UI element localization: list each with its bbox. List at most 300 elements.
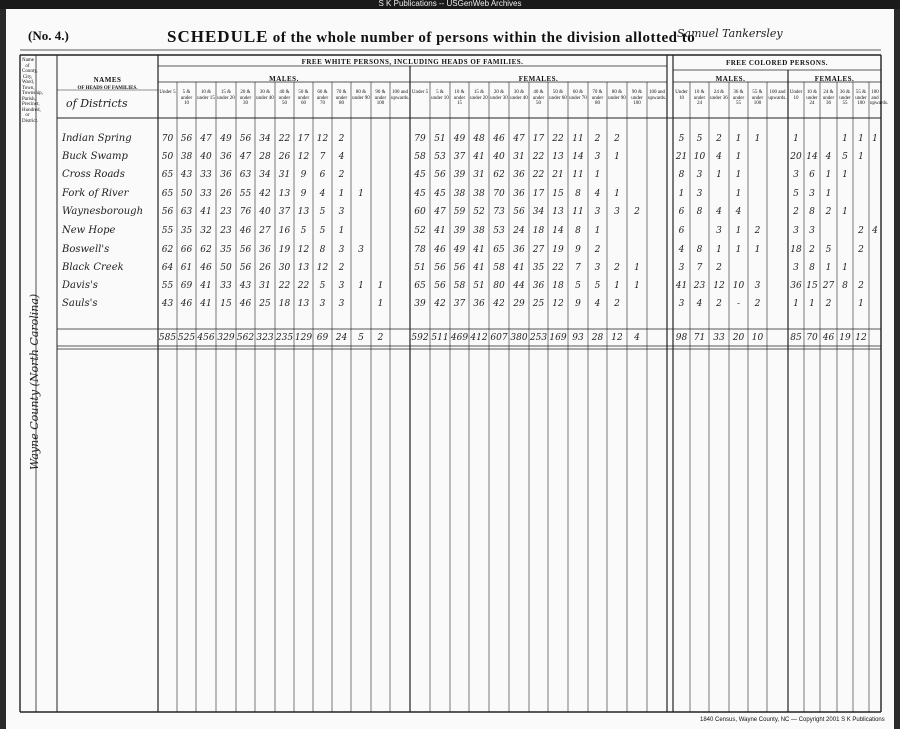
white-male-count: 56 — [161, 207, 174, 217]
white-male-count: 35 — [180, 226, 193, 236]
white-female-count: 3 — [594, 207, 601, 217]
white-male-count: 37 — [278, 207, 291, 217]
white-female-count: 45 — [414, 170, 426, 180]
colored-male-total: 98 — [675, 333, 688, 343]
white-female-count: 45 — [414, 189, 426, 199]
white-female-count: 39 — [414, 299, 426, 309]
colored-male-count: 6 — [678, 207, 685, 217]
white-female-col-head: 40 & under 50 — [532, 90, 545, 106]
colored-male-total: 33 — [713, 333, 725, 343]
colored-male-count: 6 — [678, 226, 685, 236]
white-female-count: 39 — [453, 226, 466, 236]
white-female-count: 70 — [493, 189, 505, 199]
colored-female-count: 1 — [825, 189, 832, 199]
white-female-count: 56 — [434, 170, 446, 180]
district-name: Buck Swamp — [62, 151, 128, 162]
side-printed-label: Name of County, City, Ward, Town, Township, Parish, Precinct, Hundred, or District. — [22, 58, 43, 124]
district-name: Cross Roads — [62, 169, 125, 180]
colored-male-count: 1 — [735, 170, 742, 180]
white-male-count: 13 — [278, 189, 291, 199]
white-female-count: 46 — [434, 245, 446, 255]
white-male-count: 65 — [161, 170, 174, 180]
colored-female-count: 2 — [825, 299, 832, 309]
white-female-total: 169 — [549, 333, 567, 343]
white-male-count: 61 — [180, 263, 193, 273]
white-female-count: 35 — [532, 263, 545, 273]
white-male-total: 585 — [158, 333, 177, 343]
colored-female-count: 2 — [825, 207, 832, 217]
white-male-count: 33 — [200, 189, 212, 199]
white-female-col-head: 100 and upwards. — [648, 90, 667, 101]
white-female-count: 44 — [513, 281, 525, 291]
white-male-count: 26 — [220, 189, 232, 199]
white-female-count: 59 — [453, 207, 466, 217]
white-male-count: 19 — [278, 245, 291, 255]
colored-male-count: 1 — [678, 189, 685, 199]
white-male-col-head: 40 & under 50 — [278, 90, 291, 106]
colored-female-count: 1 — [825, 263, 832, 273]
colored-female-count: 8 — [809, 207, 815, 217]
white-male-count: 23 — [220, 226, 232, 236]
white-female-count: 37 — [453, 152, 466, 162]
white-male-count: 70 — [161, 134, 174, 144]
white-female-count: 2 — [634, 207, 640, 217]
white-male-col-head: Under 5 — [159, 90, 176, 95]
white-males-heading: MALES. — [269, 75, 299, 83]
white-male-count: 38 — [180, 152, 193, 162]
white-male-count: 5 — [300, 226, 307, 236]
schedule-rest: of the whole number of persons within the division allotted to — [272, 30, 696, 46]
colored-male-count: 3 — [678, 299, 685, 309]
white-male-count: 2 — [338, 134, 345, 144]
white-male-total: 235 — [275, 333, 294, 343]
district-name: New Hope — [62, 225, 116, 236]
colored-male-count: 3 — [678, 263, 685, 273]
white-female-count: 15 — [552, 189, 564, 199]
colored-female-total: 70 — [806, 333, 818, 343]
white-female-count: 14 — [572, 152, 584, 162]
white-female-total: 607 — [490, 333, 508, 343]
colored-female-count: 4 — [825, 152, 832, 162]
colored-female-count: 8 — [842, 281, 848, 291]
colored-male-count: 5 — [696, 134, 703, 144]
colored-male-col-head: 10 & under 24 — [693, 90, 706, 106]
colored-males-heading: MALES. — [715, 75, 746, 83]
colored-male-count: 1 — [754, 245, 761, 255]
white-male-total: 24 — [335, 333, 348, 343]
white-male-count: 2 — [338, 263, 345, 273]
white-male-count: 40 — [259, 207, 271, 217]
colored-female-count: 3 — [793, 226, 799, 236]
white-male-count: 17 — [297, 134, 310, 144]
white-female-total: 592 — [411, 333, 429, 343]
white-male-count: 8 — [319, 245, 326, 255]
white-male-count: 18 — [278, 299, 291, 309]
white-male-count: 3 — [338, 245, 345, 255]
white-male-count: 22 — [297, 281, 310, 291]
colored-female-count: 2 — [858, 281, 864, 291]
white-male-col-head: 15 & under 20 — [217, 90, 235, 101]
colored-female-count: 36 — [790, 281, 802, 291]
white-male-col-head: 80 & under 90 — [352, 90, 370, 101]
colored-female-count: 3 — [793, 263, 799, 273]
white-male-col-head: 60 & under 70 — [316, 90, 329, 106]
white-male-count: 12 — [297, 245, 310, 255]
white-female-count: 52 — [473, 207, 485, 217]
white-male-count: 22 — [278, 134, 291, 144]
white-female-count: 8 — [575, 226, 581, 236]
colored-female-count: 20 — [790, 152, 802, 162]
white-male-count: 25 — [259, 299, 271, 309]
colored-female-count: 1 — [858, 134, 864, 144]
white-female-count: 52 — [414, 226, 426, 236]
white-female-count: 2 — [614, 299, 620, 309]
colored-male-total: 71 — [693, 333, 706, 343]
white-female-count: 38 — [473, 226, 485, 236]
white-female-col-head: Under 5 — [411, 90, 429, 95]
white-female-count: 1 — [634, 281, 640, 291]
white-male-count: 50 — [180, 189, 193, 199]
white-female-count: 1 — [614, 189, 620, 199]
white-female-count: 47 — [513, 134, 525, 144]
white-female-count: 53 — [493, 226, 505, 236]
white-female-total: 412 — [470, 333, 488, 343]
white-male-count: 33 — [220, 281, 232, 291]
colored-male-count: 12 — [713, 281, 725, 291]
white-female-count: 36 — [513, 189, 525, 199]
white-female-col-head: 90 & under 100 — [631, 90, 643, 106]
white-female-total: 469 — [450, 333, 469, 343]
colored-female-col-head: 24 & under 36 — [822, 90, 835, 106]
white-male-count: 41 — [200, 207, 212, 217]
white-male-count: 46 — [239, 299, 252, 309]
white-female-count: 56 — [453, 263, 466, 273]
white-male-count: 28 — [259, 152, 271, 162]
white-male-count: 69 — [180, 281, 193, 291]
district-name: Waynesborough — [62, 206, 144, 217]
white-male-count: 6 — [319, 170, 326, 180]
white-female-count: 8 — [575, 189, 581, 199]
colored-male-count: - — [736, 299, 741, 309]
colored-male-col-head: 24 & under 36 — [710, 90, 728, 101]
white-male-total: 329 — [217, 333, 235, 343]
white-female-total: 511 — [431, 333, 449, 343]
white-male-count: 36 — [220, 170, 232, 180]
white-female-col-head: 80 & under 90 — [608, 90, 626, 101]
white-female-count: 29 — [513, 299, 525, 309]
white-male-count: 41 — [200, 281, 212, 291]
white-female-count: 13 — [552, 152, 564, 162]
white-female-count: 41 — [473, 263, 485, 273]
white-female-count: 36 — [473, 299, 485, 309]
colored-male-count: 2 — [754, 299, 761, 309]
white-female-col-head: 10 & under 15 — [453, 90, 466, 106]
white-female-count: 36 — [513, 170, 525, 180]
colored-male-count: 2 — [716, 299, 722, 309]
white-female-count: 1 — [634, 263, 640, 273]
white-female-count: 58 — [414, 152, 426, 162]
white-female-count: 11 — [572, 134, 584, 144]
white-male-count: 4 — [338, 152, 345, 162]
colored-female-count: 4 — [872, 226, 878, 236]
colored-male-count: 3 — [696, 189, 703, 199]
colored-male-count: 4 — [696, 299, 703, 309]
colored-female-count: 27 — [822, 281, 835, 291]
white-female-count: 36 — [513, 245, 525, 255]
white-male-total: 2 — [377, 333, 384, 343]
white-male-count: 4 — [319, 189, 326, 199]
white-male-count: 56 — [239, 134, 252, 144]
white-female-count: 27 — [532, 245, 545, 255]
schedule-title — [167, 27, 695, 47]
colored-female-col-head: Under 10 — [789, 90, 803, 101]
white-male-count: 62 — [200, 245, 212, 255]
white-male-count: 5 — [319, 281, 326, 291]
white-male-count: 47 — [200, 134, 212, 144]
colored-female-count: 5 — [793, 189, 799, 199]
white-male-count: 64 — [161, 263, 174, 273]
colored-male-count: 10 — [693, 152, 706, 162]
white-male-count: 23 — [220, 207, 232, 217]
white-female-count: 47 — [434, 207, 446, 217]
colored-male-count: 1 — [716, 170, 722, 180]
white-female-total: 93 — [572, 333, 584, 343]
white-male-count: 66 — [180, 245, 193, 255]
white-male-count: 27 — [259, 226, 271, 236]
district-name: Fork of River — [62, 188, 129, 199]
white-female-col-head: 50 & under 60 — [549, 90, 567, 101]
white-male-col-head: 70 & under 80 — [335, 90, 348, 106]
white-female-count: 3 — [614, 207, 620, 217]
colored-female-count: 1 — [858, 299, 864, 309]
colored-female-col-head: 36 & under 55 — [839, 90, 851, 106]
white-female-count: 42 — [434, 299, 446, 309]
white-female-count: 58 — [493, 263, 505, 273]
colored-female-count: 2 — [793, 207, 799, 217]
white-female-count: 13 — [552, 207, 564, 217]
colored-male-count: 1 — [716, 245, 722, 255]
white-male-count: 5 — [319, 226, 326, 236]
district-name: Indian Spring — [62, 133, 132, 144]
white-male-count: 34 — [259, 170, 271, 180]
white-female-total: 380 — [510, 333, 528, 343]
white-male-count: 22 — [278, 281, 291, 291]
colored-male-count: 1 — [735, 134, 742, 144]
white-female-count: 18 — [552, 281, 564, 291]
colored-female-col-head: 100 and upwards. — [870, 90, 889, 106]
white-female-total: 28 — [591, 333, 604, 343]
colored-female-col-head: 55 & under 100 — [855, 90, 867, 106]
white-male-total: 69 — [316, 333, 329, 343]
white-male-count: 3 — [338, 207, 345, 217]
colored-female-count: 2 — [858, 226, 864, 236]
white-female-col-head: 5 & under 10 — [431, 90, 449, 101]
white-female-count: 3 — [594, 263, 601, 273]
white-male-col-head: 100 and upwards. — [391, 90, 410, 101]
colored-female-count: 1 — [793, 134, 799, 144]
white-male-count: 15 — [220, 299, 232, 309]
white-female-count: 31 — [473, 170, 485, 180]
white-female-count: 41 — [473, 245, 485, 255]
white-male-count: 55 — [161, 281, 174, 291]
white-female-count: 38 — [473, 189, 485, 199]
white-female-count: 53 — [434, 152, 446, 162]
colored-female-count: 1 — [842, 134, 848, 144]
colored-male-count: 2 — [716, 263, 722, 273]
colored-female-count: 3 — [793, 170, 799, 180]
white-female-count: 80 — [493, 281, 505, 291]
white-male-count: 33 — [200, 170, 212, 180]
white-male-col-head: 5 & under 10 — [180, 90, 193, 106]
white-female-count: 2 — [614, 263, 620, 273]
white-female-count: 51 — [414, 263, 426, 273]
white-male-count: 42 — [259, 189, 271, 199]
white-female-col-head: 60 & under 70 — [569, 90, 587, 101]
white-male-count: 56 — [239, 263, 252, 273]
white-male-count: 40 — [200, 152, 212, 162]
free-colored-heading: FREE COLORED PERSONS. — [725, 59, 829, 67]
white-male-total: 323 — [256, 333, 274, 343]
white-female-count: 3 — [594, 152, 601, 162]
white-female-count: 5 — [575, 281, 581, 291]
white-female-total: 12 — [611, 333, 623, 343]
white-female-count: 51 — [434, 134, 446, 144]
white-male-count: 31 — [278, 170, 291, 180]
white-female-count: 4 — [594, 189, 601, 199]
white-female-count: 36 — [532, 281, 545, 291]
white-male-count: 62 — [161, 245, 174, 255]
white-male-col-head: 90 & under 100 — [374, 90, 387, 106]
white-male-count: 12 — [297, 152, 310, 162]
colored-female-count: 2 — [858, 245, 864, 255]
white-female-count: 51 — [473, 281, 485, 291]
colored-male-count: 41 — [675, 281, 688, 291]
white-female-count: 41 — [473, 152, 485, 162]
white-female-count: 34 — [532, 207, 545, 217]
colored-male-count: 2 — [716, 134, 722, 144]
white-male-count: 63 — [180, 207, 193, 217]
district-name: Boswell's — [62, 244, 110, 255]
white-male-count: 32 — [200, 226, 212, 236]
colored-female-count: 1 — [809, 299, 815, 309]
white-female-count: 56 — [513, 207, 525, 217]
white-female-count: 1 — [614, 152, 620, 162]
colored-female-count: 3 — [809, 226, 815, 236]
white-male-count: 9 — [300, 170, 307, 180]
white-female-count: 2 — [594, 134, 601, 144]
colored-female-count: 1 — [825, 170, 832, 180]
white-female-count: 9 — [575, 299, 581, 309]
white-male-total: 129 — [294, 333, 313, 343]
white-male-count: 36 — [220, 152, 232, 162]
white-male-col-head: 30 & under 40 — [256, 90, 274, 101]
colored-female-total: 85 — [790, 333, 802, 343]
white-male-count: 46 — [200, 263, 212, 273]
white-male-count: 1 — [358, 281, 364, 291]
free-white-heading: FREE WHITE PERSONS, INCLUDING HEADS OF FAMILIES. — [301, 58, 524, 66]
white-female-count: 4 — [594, 299, 601, 309]
white-female-count: 1 — [614, 281, 620, 291]
white-female-col-head: 30 & under 40 — [510, 90, 528, 101]
colored-female-total: 46 — [822, 333, 835, 343]
white-female-count: 14 — [552, 226, 564, 236]
white-female-count: 24 — [513, 226, 525, 236]
white-male-count: 35 — [220, 245, 232, 255]
white-male-count: 31 — [259, 281, 271, 291]
white-female-count: 22 — [532, 152, 545, 162]
white-female-count: 22 — [532, 170, 545, 180]
white-female-count: 31 — [513, 152, 525, 162]
white-female-col-head: 70 & under 80 — [591, 90, 604, 106]
colored-female-count: 5 — [842, 152, 848, 162]
colored-male-count: 8 — [696, 207, 703, 217]
watermark-text: S K Publications -- USGenWeb Archives — [378, 0, 522, 8]
colored-male-count: 8 — [678, 170, 685, 180]
colored-female-count: 3 — [809, 189, 815, 199]
white-male-count: 50 — [161, 152, 174, 162]
colored-male-count: 3 — [696, 170, 703, 180]
colored-female-count: 1 — [793, 299, 799, 309]
colored-male-count: 5 — [678, 134, 685, 144]
colored-female-count: 1 — [842, 263, 848, 273]
white-male-count: 34 — [259, 134, 271, 144]
white-male-count: 55 — [161, 226, 174, 236]
white-male-count: 3 — [338, 299, 345, 309]
white-female-count: 73 — [493, 207, 505, 217]
white-male-count: 30 — [278, 263, 291, 273]
colored-male-count: 3 — [716, 226, 722, 236]
white-male-count: 43 — [161, 299, 174, 309]
white-male-count: 49 — [220, 134, 232, 144]
white-male-count: 43 — [180, 170, 193, 180]
white-male-count: 1 — [358, 189, 364, 199]
colored-female-count: 1 — [842, 170, 848, 180]
white-female-count: 41 — [513, 263, 525, 273]
white-female-count: 19 — [552, 245, 564, 255]
white-female-total: 4 — [634, 333, 640, 343]
colored-male-count: 23 — [693, 281, 706, 291]
white-male-count: 3 — [358, 245, 364, 255]
colored-male-col-head: Under 10 — [675, 90, 688, 101]
white-female-count: 25 — [532, 299, 545, 309]
white-male-count: 43 — [239, 281, 252, 291]
colored-male-count: 1 — [735, 152, 742, 162]
division-handwritten: Samuel Tankersley — [677, 27, 783, 40]
white-female-count: 56 — [434, 281, 446, 291]
white-female-count: 9 — [575, 245, 581, 255]
white-female-total: 253 — [529, 333, 548, 343]
white-female-count: 39 — [453, 170, 466, 180]
white-male-total: 525 — [177, 333, 196, 343]
white-female-count: 17 — [532, 189, 545, 199]
white-male-count: 12 — [316, 134, 329, 144]
white-male-count: 41 — [200, 299, 212, 309]
colored-female-total: 19 — [839, 333, 851, 343]
colored-male-count: 2 — [754, 226, 761, 236]
colored-male-count: 7 — [696, 263, 703, 273]
district-name: Black Creek — [62, 262, 124, 273]
white-male-count: 1 — [377, 281, 384, 291]
white-female-count: 48 — [473, 134, 485, 144]
district-name: Sauls's — [62, 298, 98, 309]
colored-male-count: 10 — [732, 281, 745, 291]
county-label: Wayne County (North Carolina) — [28, 293, 41, 470]
white-female-count: 60 — [414, 207, 426, 217]
white-female-col-head: 15 & under 20 — [470, 90, 488, 101]
white-male-count: 1 — [377, 299, 384, 309]
white-male-count: 5 — [319, 207, 326, 217]
white-male-total: 5 — [358, 333, 364, 343]
